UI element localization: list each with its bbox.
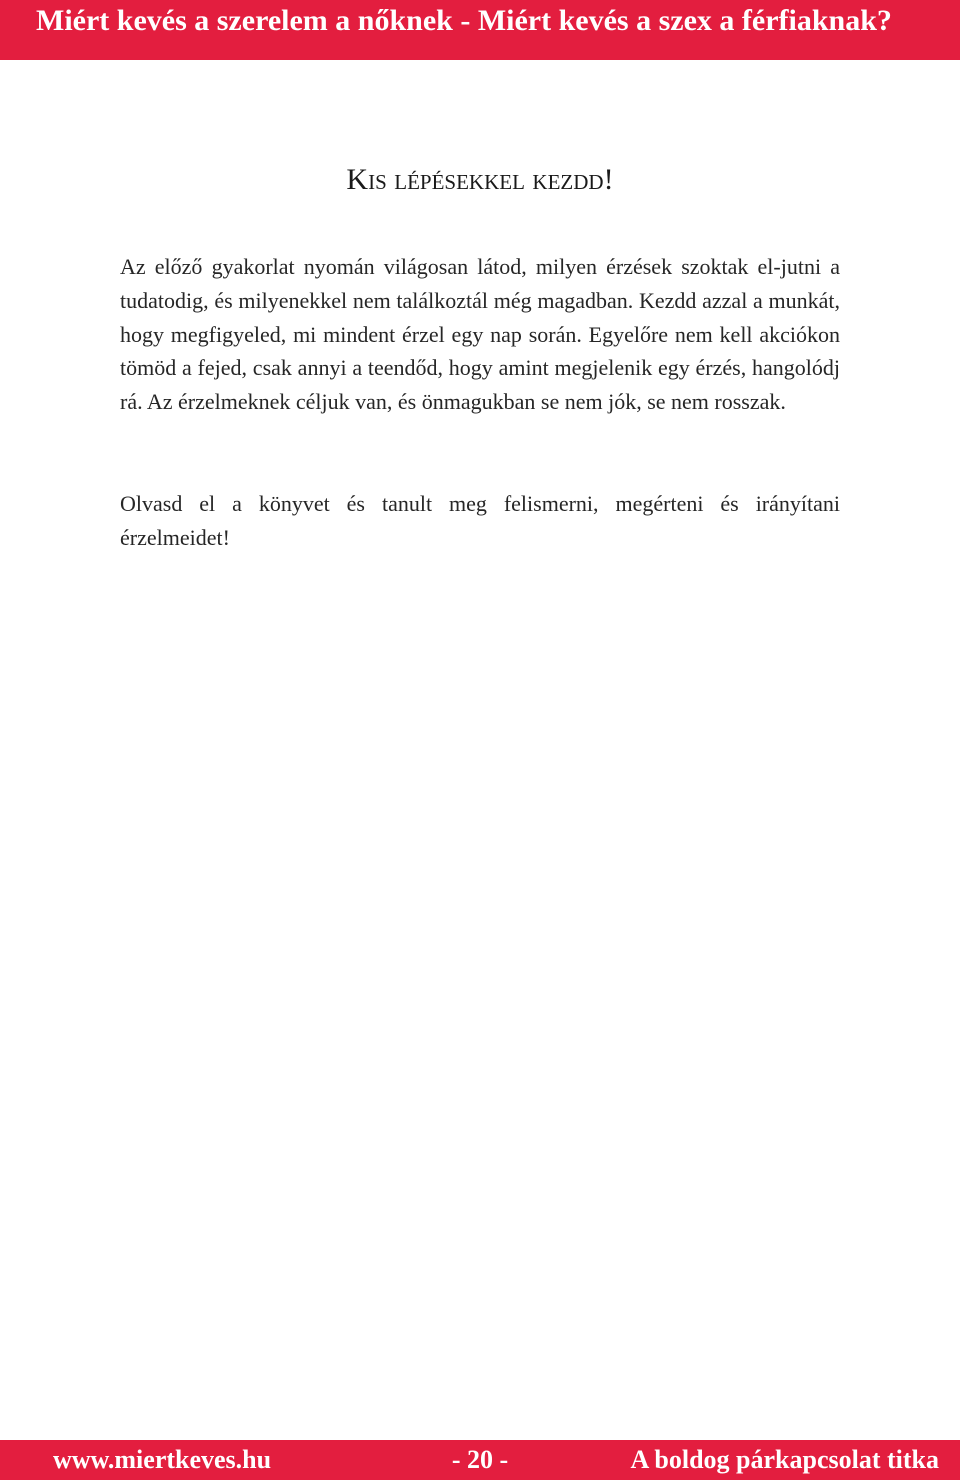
paragraph-intro: Az előző gyakorlat nyomán világosan látod, milyen érzések szoktak el-jutni a tudatodig, és milyenekkel nem találkoztál még magadban. Kezdd azzal a munkát, hogy megfigyeled, mi mindent érzel egy nap során. Egyelőre nem kell akciókon tömöd a fejed, csak annyi a teendőd, hogy amint megjelenik egy érzés, hangolódj rá. Az érzelmeknek céljuk van, és önmagukban se nem jók, se nem rosszak. — [120, 254, 840, 415]
footer-book-title: A boldog párkapcsolat titka — [630, 1445, 939, 1474]
page-number: - 20 - — [451, 1445, 509, 1474]
section-heading: Kis lépésekkel kezdd! — [346, 163, 614, 196]
footer-website-link[interactable]: www.miertkeves.hu — [53, 1445, 272, 1474]
running-header-title: Miért kevés a szerelem a nőknek - Miért kevés a szex a férfiaknak? — [36, 4, 892, 37]
body-text — [120, 250, 840, 555]
paragraph-call-to-action: Olvasd el a könyvet és tanult meg felismerni, megérteni és irányítani érzelmeidet! — [120, 490, 840, 550]
